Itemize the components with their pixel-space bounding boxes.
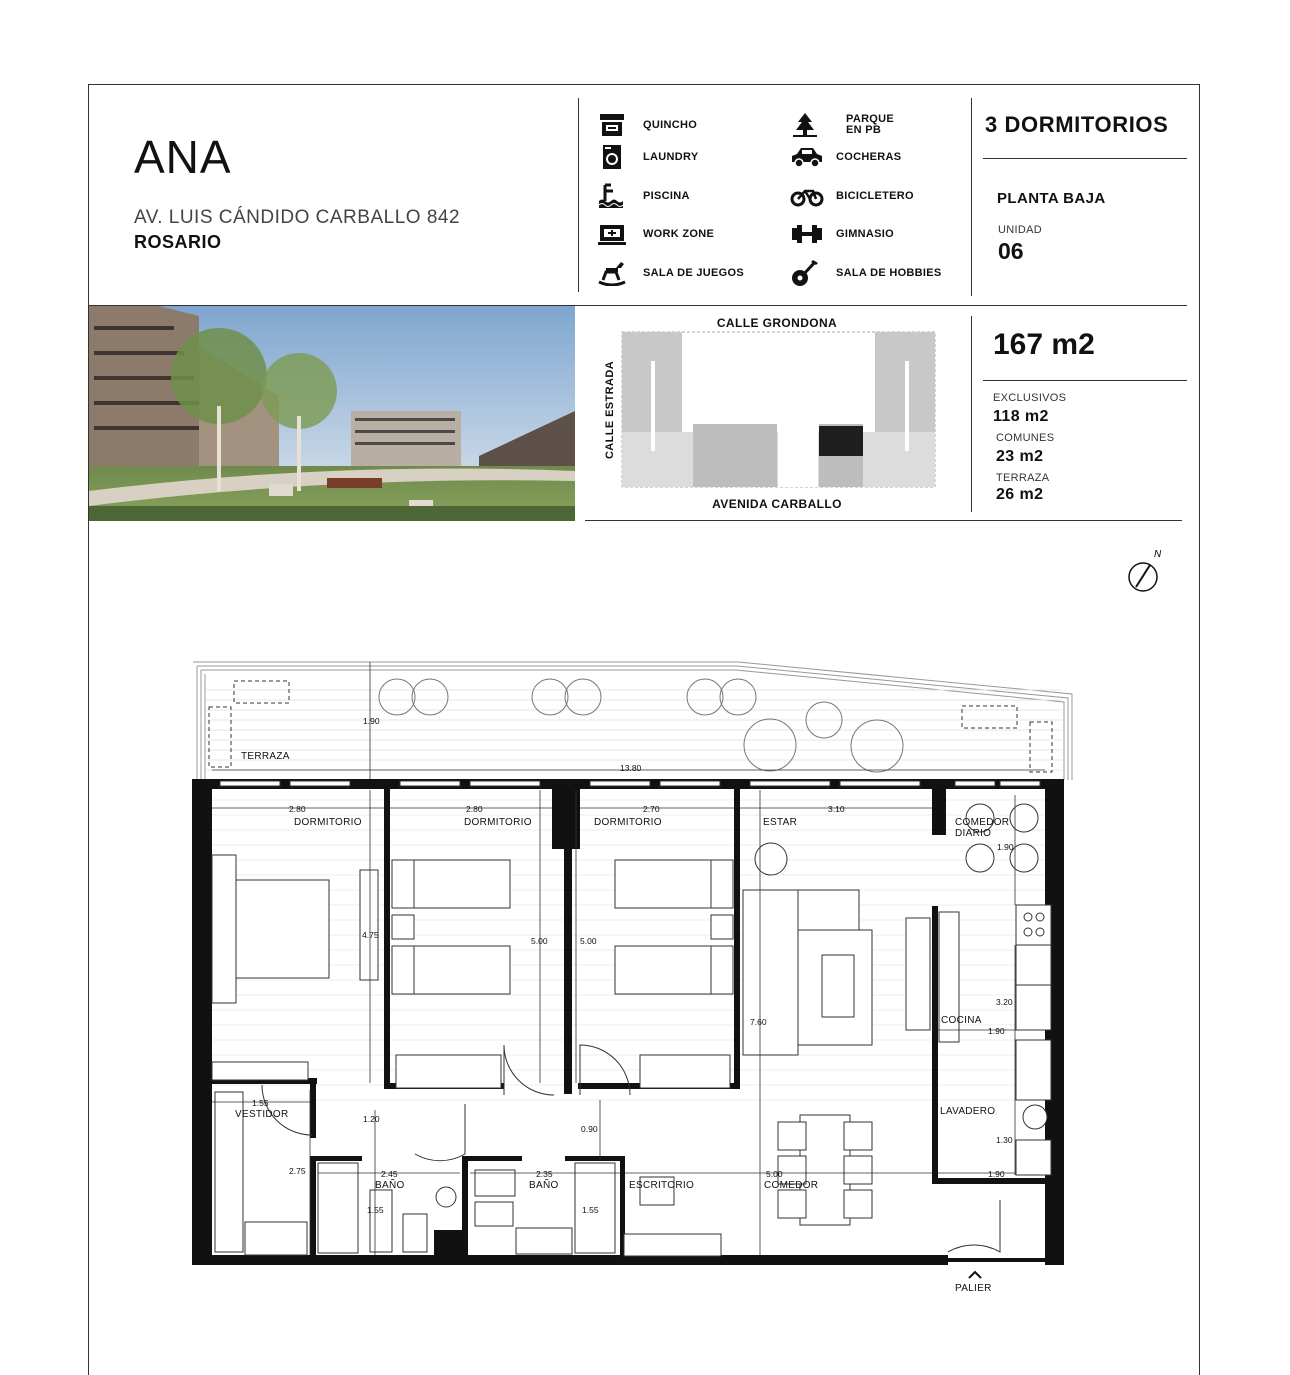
room-palier: PALIER (955, 1283, 992, 1294)
amenity-gimnasio (790, 221, 894, 247)
terrace-label: TERRAZA (996, 472, 1050, 484)
dim-living-depth: 7.60 (750, 1017, 767, 1027)
room-dormitorio-3: DORMITORIO (594, 817, 662, 828)
dim-lavadero-width: 1.90 (988, 1169, 1005, 1179)
common-value: 23 m2 (996, 448, 1044, 465)
amenity-parque (790, 112, 894, 138)
dim-terraza-depth: 1.90 (363, 716, 380, 726)
amenity-sala-de-juegos (597, 260, 744, 286)
dim-hall-width: 1.20 (363, 1114, 380, 1124)
exclusive-value: 118 m2 (993, 408, 1049, 425)
project-address: AV. LUIS CÁNDIDO CARBALLO 842 (134, 207, 461, 228)
laptop-icon (597, 221, 627, 247)
dim-dorm1-depth: 4.75 (362, 930, 379, 940)
amenity-label: SALA DE HOBBIES (836, 266, 942, 279)
room-comedor-diario-2: DIARIO (955, 828, 992, 839)
dim-dorm3-depth: 5.00 (580, 936, 597, 946)
tree-icon (790, 112, 820, 138)
project-city: ROSARIO (134, 232, 222, 252)
total-area: 167 m2 (993, 328, 1095, 361)
room-bano-2: BAÑO (529, 1180, 559, 1191)
divider-amenities-right (971, 98, 972, 296)
floor-plan (175, 540, 1195, 1310)
room-escritorio: ESCRITORIO (629, 1180, 695, 1191)
amenity-work-zone (597, 221, 714, 247)
room-comedor-diario-1: COMEDOR (955, 817, 1010, 828)
room-estar: ESTAR (763, 817, 798, 828)
pool-icon (597, 183, 627, 209)
building-render-photo (89, 306, 575, 521)
dim-estar-width: 3.10 (828, 804, 845, 814)
dim-bano1-depth: 1.55 (367, 1205, 384, 1215)
amenity-cocheras (790, 144, 901, 170)
dumbbell-icon (790, 221, 824, 247)
dim-pasillo-width: 0.90 (581, 1124, 598, 1134)
room-dormitorio-2: DORMITORIO (464, 817, 532, 828)
dim-bano2-width: 2.35 (536, 1169, 553, 1179)
north-label: N (1154, 549, 1162, 560)
amenity-piscina (597, 183, 690, 209)
amenity-label: WORK ZONE (643, 227, 715, 240)
amenity-label: BICICLETERO (836, 189, 914, 202)
dim-bano1-width: 2.45 (381, 1169, 398, 1179)
amenity-label: COCHERAS (836, 150, 902, 163)
dim-comedor-width: 5.00 (766, 1169, 783, 1179)
grill-icon (597, 112, 627, 138)
unit-label: UNIDAD (998, 224, 1042, 236)
dim-dorm2-width: 2.80 (466, 804, 483, 814)
exclusive-label: EXCLUSIVOS (993, 392, 1067, 404)
dim-cocina-width: 1.90 (988, 1026, 1005, 1036)
dim-dorm3-width: 2.70 (643, 804, 660, 814)
floor-level: PLANTA BAJA (997, 190, 1106, 207)
entrance-arrow-icon (969, 1272, 981, 1278)
dim-bano2-depth: 1.55 (582, 1205, 599, 1215)
amenity-label-line2: EN PB (846, 124, 882, 136)
room-cocina: COCINA (941, 1015, 982, 1026)
dim-dorm2-depth: 5.00 (531, 936, 548, 946)
dim-total-width: 13.80 (620, 763, 642, 773)
amenity-label-multiline (846, 114, 894, 136)
room-vestidor: VESTIDOR (235, 1109, 289, 1120)
amenity-laundry (597, 144, 698, 170)
room-dormitorio-1: DORMITORIO (294, 817, 362, 828)
guitar-icon (790, 258, 820, 288)
street-top: CALLE GRONDONA (716, 316, 838, 330)
bicycle-icon (790, 183, 824, 209)
info-separator-2 (983, 380, 1187, 381)
street-bottom: AVENIDA CARBALLO (712, 497, 842, 511)
dim-dorm1-width: 2.80 (289, 804, 306, 814)
room-bano-1: BAÑO (375, 1180, 405, 1191)
amenity-label: QUINCHO (643, 118, 698, 131)
dim-cocina-depth: 3.20 (996, 997, 1013, 1007)
common-label: COMUNES (996, 432, 1055, 444)
room-terraza: TERRAZA (241, 751, 290, 762)
bedrooms-count: 3 DORMITORIOS (985, 112, 1169, 137)
room-lavadero: LAVADERO (940, 1106, 996, 1117)
divider-area (971, 316, 972, 512)
unit-number: 06 (998, 238, 1024, 264)
amenity-sala-de-hobbies (790, 258, 942, 288)
street-left: CALLE ESTRADA (604, 360, 616, 460)
project-title: ANA (134, 131, 232, 183)
header-bottom-separator (585, 520, 1182, 521)
car-icon (790, 144, 824, 170)
divider-amenities-left (578, 98, 579, 292)
amenity-label: LAUNDRY (643, 150, 699, 163)
amenity-bicicletero (790, 183, 914, 209)
washing-machine-icon (597, 144, 627, 170)
amenity-label: SALA DE JUEGOS (643, 266, 744, 279)
amenity-label-line1: PARQUE (846, 113, 895, 125)
site-plan (585, 306, 969, 516)
dim-lavadero-depth: 1.30 (996, 1135, 1013, 1145)
dim-vestidor-depth: 2.75 (289, 1166, 306, 1176)
amenity-label: PISCINA (643, 189, 690, 202)
room-comedor: COMEDOR (764, 1180, 819, 1191)
terrace-value: 26 m2 (996, 486, 1044, 503)
dim-comedor-diario: 1.90 (997, 842, 1014, 852)
dim-vestidor-width: 1.55 (252, 1098, 269, 1108)
unit-highlight (819, 426, 863, 456)
amenity-quincho (597, 112, 697, 138)
rocking-horse-icon (597, 260, 627, 286)
amenity-label: GIMNASIO (836, 227, 895, 240)
info-separator-1 (983, 158, 1187, 159)
